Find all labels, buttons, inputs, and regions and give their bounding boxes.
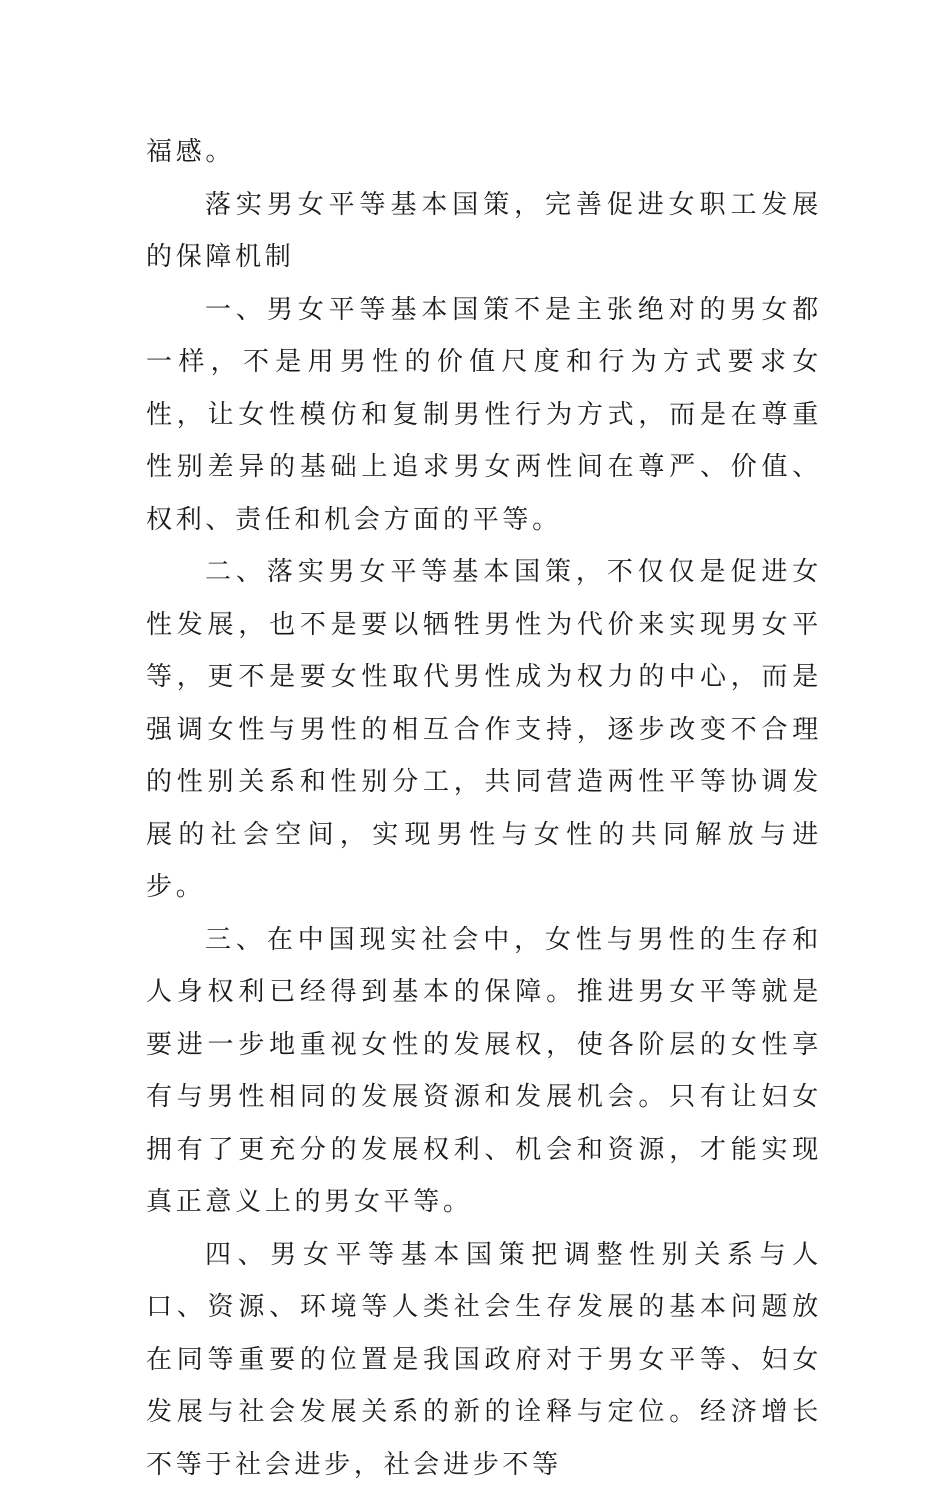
section-heading: 落实男女平等基本国策，完善促进女职工发展的保障机制	[146, 179, 822, 284]
paragraph-continuation: 福感。	[146, 126, 822, 179]
paragraph-point-four: 四、男女平等基本国策把调整性别关系与人口、资源、环境等人类社会生存发展的基本问题放在同等重要的位置是我国政府对于男女平等、妇女发展与社会发展关系的新的诠释与定位。经济增长不等于社会进步，社会进步不等	[146, 1229, 822, 1491]
paragraph-point-two: 二、落实男女平等基本国策，不仅仅是促进女性发展，也不是要以牺牲男性为代价来实现男女平等，更不是要女性取代男性成为权力的中心，而是强调女性与男性的相互合作支持，逐步改变不合理的性别关系和性别分工，共同营造两性平等协调发展的社会空间，实现男性与女性的共同解放与进步。	[146, 546, 822, 914]
document-body	[146, 126, 822, 1491]
paragraph-point-three: 三、在中国现实社会中，女性与男性的生存和人身权利已经得到基本的保障。推进男女平等就是要进一步地重视女性的发展权，使各阶层的女性享有与男性相同的发展资源和发展机会。只有让妇女拥有了更充分的发展权利、机会和资源，才能实现真正意义上的男女平等。	[146, 914, 822, 1229]
paragraph-point-one: 一、男女平等基本国策不是主张绝对的男女都一样，不是用男性的价值尺度和行为方式要求女性，让女性模仿和复制男性行为方式，而是在尊重性别差异的基础上追求男女两性间在尊严、价值、权利、责任和机会方面的平等。	[146, 284, 822, 547]
